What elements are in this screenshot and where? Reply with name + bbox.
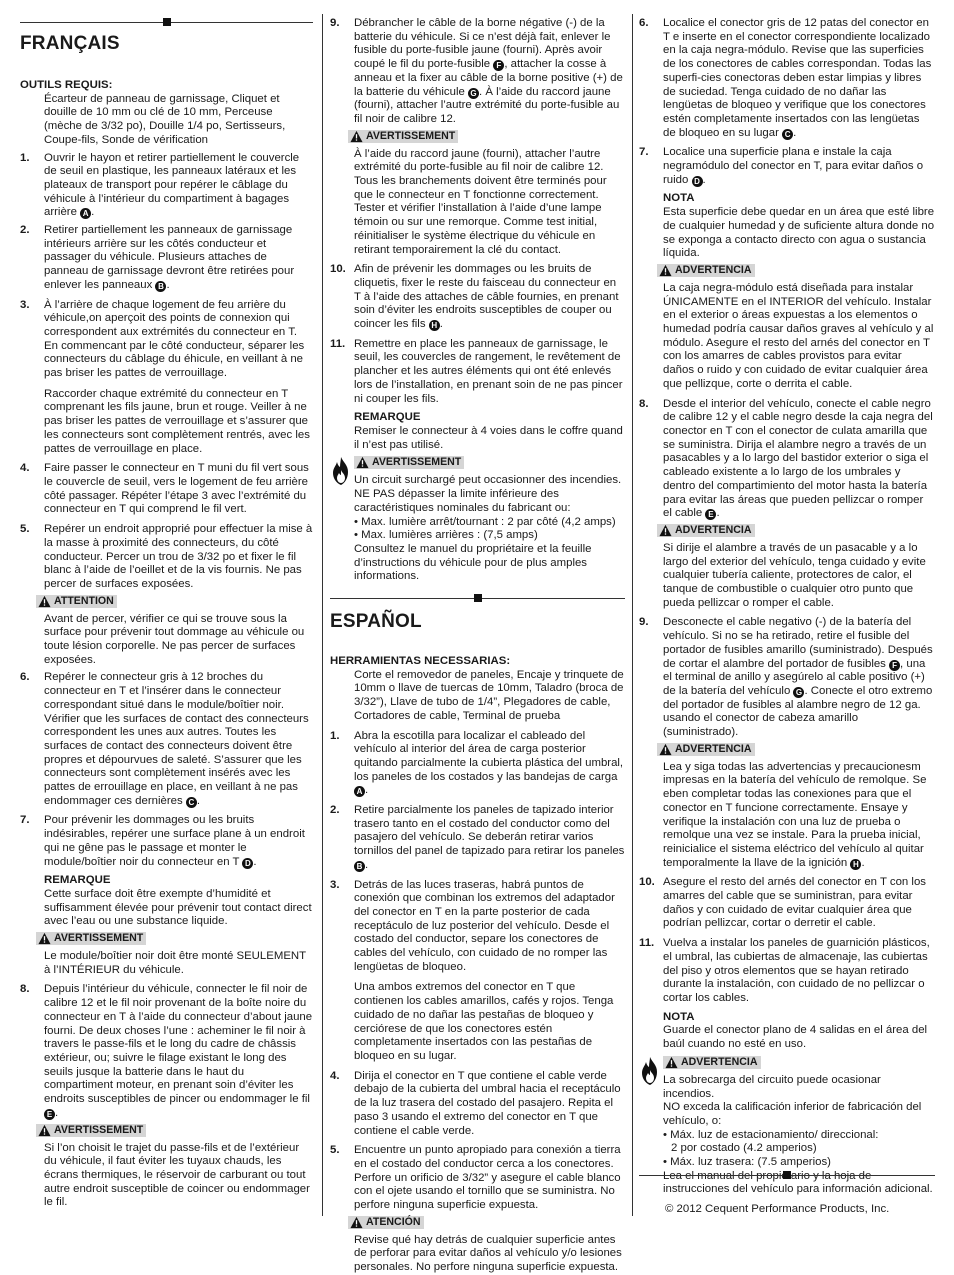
step-number: 3. [330, 878, 340, 891]
step-8: 8. Desde el interior del vehículo, conecte el cable negro de calibre 12 y el cable negro desde la caja negra del conector en T con el conector de culata amarilla que se suministra. Dirija el alambre negro a través de un pasacables y a lo largo del bastidor exterior o siga el cableado existente a lo largo de los umbrales y dentro del compartimiento del motor hasta la batería para evitar las áreas que pueden pellizcar o romper el cable E . [639, 397, 933, 520]
step-number: 3. [20, 298, 30, 311]
step-text: Remettre en place les panneaux de garnissage, le seuil, les couvercles de rangement, le revêtement de plancher et les autres éléments qui ont été enlevés lors de l’installation, en prenant soin de ne pas pincer ni couper les fils. [354, 337, 623, 405]
column-french [20, 0, 313, 1210]
step-9 [639, 616, 935, 739]
tools-heading: OUTILS REQUIS: [20, 79, 113, 91]
step-10 [639, 876, 935, 931]
step-text: Repérer le connecteur gris à 12 broches du connecteur en T et l’insérer dans le connecteur correspondant situé dans le module/boîtier noir. Vérifier que les surfaces de contact des connecteurs correspondent les unes aux autres. Toutes les surfaces de contact des connecteurs doivent être propres et dépourvues de saleté. S’assurer que les connecteurs sont complètement insérés avec les pattes de errouillage en place, en veillant à ne pas endommager ces dernières [44, 671, 309, 807]
warning-text: Revise qué hay detrás de cualquier superficie antes de perforar para evitar daños al vehículo y/o lesiones personales. No perfore ninguna superficie expuesta. [354, 1233, 622, 1274]
letter-g-icon: G [793, 687, 804, 698]
tools-text: Écarteur de panneau de garnissage, Cliquet et douille de 10 mm ou clé de 10 mm, Perceuse (mèche de 3/32 po), Douille 1/4 po, Sertisseurs, Coupe-fils, Sonde de vérification [44, 92, 286, 146]
step-7: 7. Pour prévenir les dommages ou les bruits indésirables, repérer une surface plane à un endroit qui ne gêne pas le passage et monter le module/boîtier noir du connecteur en T D . REMARQUE Cette surface doit être exempte d’humidité et suffisamment élevée pour prévenir tout contact direct avec l’eau ou une substance liquide. [20, 814, 312, 928]
fire-icon [639, 1056, 661, 1086]
section-rule [20, 22, 313, 23]
warning-label: AVERTISSEMENT [372, 456, 462, 469]
step-number: 4. [330, 1069, 340, 1082]
warning-triangle-icon [659, 743, 672, 756]
step-text: . Conecte el otro extremo del portador de fusibles al alambre negro de 12 ga. usando el conector de cabeza amarillo (suministrado). [663, 684, 933, 739]
step-2: 2. Retirer partiellement les panneaux de garnissage intérieurs arrière sur les côtés conducteur et passager du véhicule. Plusieurs attaches de panneau de garnissage devront être retirées pour enlever les panneaux B . [20, 224, 295, 291]
step-10: 10. Afin de prévenir les dommages ou les bruits de cliquetis, fixer le reste du faisceau du connecteur en T à l’aide des attaches de câble fournies, en prenant soin d’éviter les endroits susceptibles de couper ou coincer les fils H . [330, 263, 619, 331]
warning-label: ATENCIÓN [366, 1215, 421, 1228]
step-3 [20, 299, 313, 457]
step-number: 6. [639, 17, 649, 29]
warning-avertissement [20, 932, 313, 950]
step-4 [330, 1070, 625, 1139]
warning-text: Un circuit surchargé peut occasionner des incendies. [354, 474, 622, 487]
warning-text: 2 por costado (4.2 amperios) [671, 1142, 817, 1155]
warning-label: ADVERTENCIA [675, 263, 752, 276]
step-number: 7. [639, 146, 649, 159]
step-text: Débrancher le câble de la borne négative (-) de la batterie du véhicule. Si ce n’est déjà fait, enlever le fusible du porte-fusible jaune (fourni). Après avoir coupé le fil du porte-fusible [354, 17, 611, 71]
step-number: 11. [330, 337, 346, 350]
warning-text: Lea y siga todas las advertencias y precaucionesm impresas en la batería del vehículo de remolque. Se eben completar todas las conexiones para que el conector en T funcione correctamente. Ensaye y verifique la instalación con una luz de prueba o remolque una vez se instale. Para la prueba inicial, reinicialice el sistema eléctrico del vehículo al quitar temporalmente la llave de la ignición [663, 760, 927, 869]
note-text: Esta superficie debe quedar en un área que esté libre de cualquier humedad y de suficiente altura donde no se exponga a contacto directo con agua o sustancia líquida. [663, 206, 935, 260]
step-5 [330, 1144, 625, 1213]
section-title-spanish: ESPAÑOL [330, 611, 422, 633]
note-label: REMARQUE [354, 411, 421, 424]
warning-triangle-icon [659, 264, 672, 277]
warning-triangle-icon [665, 1056, 678, 1069]
step-text: Ouvrir le hayon et retirer partiellement le couvercle de seuil en plastique, les panneaux latéraux et les plateaux de transport pour repérer le câblage du véhicule à l’intérieur du compartiment à bagages arrière [44, 151, 300, 219]
step-text: À l’arrière de chaque logement de feu arrière du véhicule,on aperçoit des points de connexion qui correspondent aux extrémités du connecteur en T. En commencant par le côté conducteur, séparer les connecteurs du câblage du éhicule, en veillant à ne pas briser les pattes de verrouillage. [44, 298, 305, 380]
step-8: 8. Depuis l’intérieur du véhicule, connecter le fil noir de calibre 12 et le fil noir provenant de la boîte noire du connecteur en T à l’aide du connecteur d’about jaune fourni. De deux choses l’une : acheminer le fil noir à travers le passe-fils et le long du cadre de châssis extérieur, ou; suivre le filage existant le long des seuils jusque la batterie dans le haut du compartiment moteur, en prenant soin d’éviter les endroits susceptibles de pincer ou endommager le fil E . [20, 983, 313, 1119]
warning-triangle-icon [659, 524, 672, 537]
step-number: 4. [20, 462, 30, 475]
warning-triangle-icon [350, 1216, 363, 1229]
step-number: 9. [639, 616, 649, 629]
step-2: 2. Retire parcialmente los paneles de tapizado interior trasero tanto en el costado del conductor como del pasajero del vehículo. Se deberán retirar varios tornillos del panel de tapizado para retirar los paneles B . [330, 804, 625, 871]
warning-avertissement [330, 130, 625, 148]
letter-c-icon: C [782, 129, 793, 140]
warning-text: • Max. lumière arrêt/tournant : 2 par côté (4,2 amps) [354, 515, 616, 528]
step-text: , una el terminal de anillo y asegúrelo al cable positivo (+) de la batería del vehículo [663, 657, 926, 697]
warning-atencion [330, 1216, 625, 1234]
tools-heading: HERRAMIENTAS NECESSARIAS: [330, 655, 511, 668]
step-1: 1. Abra la escotilla para localizar el cableado del vehículo al interior del área de carga posterior quitando parcialmente la cubierta plástica del umbral, los paneles de los costados y las bandejas de carga A . [330, 729, 624, 797]
warning-text: • Max. lumières arrières : (7,5 amps) [354, 529, 538, 542]
letter-a-icon: A [354, 786, 365, 797]
step-number: 10. [330, 263, 346, 276]
warning-label: AVERTISSEMENT [366, 129, 456, 142]
tools-text: Corte el removedor de paneles, Encaje y trinquete de 10mm o llave de tuercas de 10mm, Taladro (broca de 3/32”), Llave de tubo de 1/4”, Plegadores de cable, Cortadores de cable, Terminal de prueba [354, 668, 624, 722]
warning-triangle-icon [38, 932, 51, 945]
warning-advertencia [639, 264, 935, 282]
step-text: Encuentre un punto apropiado para conexión a tierra en el costado del conductor cerca a los conectores. Perfore un orificio de 3/32” y asegure el cable blanco con el ojete usando el tornillo que se suministra. No perfore ninguna superficie expuesta. [354, 1144, 621, 1212]
warning-text: NE PAS dépasser la limite inférieure des caractéristiques nominales du fabricant ou: [354, 488, 571, 514]
warning-text: • Máx. luz trasera: (7.5 amperios) [663, 1156, 831, 1169]
rule-marker [474, 594, 482, 602]
column-spanish [639, 17, 935, 1197]
step-text: Detrás de las luces traseras, habrá puntos de conexión que combinan los extremos del adaptador del conector en T en la parte posterior de cada receptáculo de luz posterior del vehículo. Desde el costado del conductor, separe los conectores de cables del vehículo, con cuidado de no romper las lengüetas de bloqueo. [354, 878, 615, 973]
step-text: Desde el interior del vehículo, conecte el cable negro de calibre 12 y el cable negro desde la caja negra del conector en T con el conector de culata amarilla que se suministra. Dirija el alambre negro a través de un pasacables y a lo largo del bastidor exterior o siga el cableado existente a lo largo de los umbrales y dentro del compartimiento del motor hasta la batería para evitar las áreas que pueden pellizcar o romper el cable [663, 397, 933, 520]
step-number: 1. [20, 151, 30, 164]
warning-label: ATTENTION [54, 594, 114, 607]
step-text: Afin de prévenir les dommages ou les bruits de cliquetis, fixer le reste du faisceau du connecteur en T à l’aide des attaches de câble fournies, en prenant soin d’éviter les endroits susceptibles de couper ou coincer les fils [354, 263, 619, 331]
letter-b-icon: B [155, 281, 166, 292]
step-text: Retire parcialmente los paneles de tapizado interior trasero tanto en el costado del conductor como del pasajero del vehículo. Se deberán retirar varios tornillos del panel de tapizado para retirar los paneles [354, 804, 625, 858]
step-text: Desconecte el cable negativo (-) de la batería del vehículo. Si no se ha retirado, retire el fusible del portador de fusibles amarillo (suministrado). Después de cortar el alambre del portador de fusibles [663, 616, 933, 670]
step-text: Asegure el resto del arnés del conector en T con los amarres del cable que se suministran, para evitar daños y con cuidado de evitar cualquier área que podrían pellizcar, cortar o derretir el cable. [663, 876, 926, 930]
step-number: 6. [20, 671, 30, 684]
letter-e-icon: E [44, 1109, 55, 1120]
letter-h-icon: H [429, 320, 440, 331]
letter-h-icon: H [850, 859, 861, 870]
step-text: . À l’aide du raccord jaune (fourni), attacher l’autre extrémité du porte-fusible au fil noir de calibre 12. [354, 85, 620, 125]
letter-a-icon: A [80, 208, 91, 219]
step-text: Localice el conector gris de 12 patas del conector en T e inserte en el conector correspondiente localizado en la caja negra-módulo. Revise que las superficies de los conectores de cables correspondan. Todas las superfi-cies conectoras deben estar limpias y libres de suciedad. Tenga cuidado de no dañar las lengüetas de bloqueo y verifique que los conectores estén completamente insertados con las lengüetas de bloqueo en su lugar [663, 17, 932, 139]
note-label: REMARQUE [44, 874, 111, 887]
note-text: Guarde el conector plano de 4 salidas en el área del baúl cuando no esté en uso. [663, 1024, 928, 1051]
step-text: Una ambos extremos del conector en T que contienen los cables amarillos, cafés y rojos. Tenga cuidado de no dañar las pestañas de bloqueo y cerciórese de que los conectores estén completamente insertados con las pestañas de bloqueo en su lugar. [354, 981, 614, 1062]
letter-b-icon: B [354, 861, 365, 872]
note-text: Remiser le connecteur à 4 voies dans le coffre quand il n’est pas utilisé. [354, 424, 623, 451]
warning-triangle-icon [356, 456, 369, 469]
warning-text: La caja negra-módulo está diseñada para instalar ÚNICAMENTE en el INTERIOR del vehículo. Instalar en el exterior o áreas expuestas a los elementos o humedad podría causar daños graves al vehículo y al módulo. Asegure el resto del arnés del conector en T con los amarres de cables provistos para evitar daños o ruido y con cuidado de evitar cualquier área que pellizque, corte o derrita el cable. [663, 281, 934, 390]
warning-advertencia [639, 743, 935, 761]
column-middle [330, 17, 625, 1275]
warning-text: Si dirije el alambre a través de un pasacable y a lo largo del exterior del vehículo, tenga cuidado y evite cualquier tubería caliente, protectores de calor, el tanque de combustible o cualquier otro punto que pueda pellizcar o romper el cable. [663, 541, 926, 609]
warning-text: Avant de percer, vérifier ce qui se trouve sous la surface pour prévenir tout dommage au véhicule ou toute lésion corporelle. Ne pas percer de surfaces exposées. [44, 612, 305, 666]
step-number: 10. [639, 876, 655, 889]
warning-triangle-icon [38, 1124, 51, 1137]
footer-rule [639, 1175, 935, 1176]
step-5 [20, 523, 313, 592]
note-label: NOTA [663, 1010, 695, 1023]
step-text: Abra la escotilla para localizar el cableado del vehículo al interior del área de carga posterior quitando parcialmente la cubierta plástica del umbral, los paneles de los costados y las bandejas de carga [354, 729, 624, 783]
copyright: © 2012 Cequent Performance Products, Inc. [665, 1203, 890, 1215]
warning-avertissement [20, 1124, 313, 1142]
letter-e-icon: E [705, 509, 716, 520]
warning-attention [20, 595, 313, 613]
step-text: , attacher la cosse à anneau et la fixer au câble de la borne positive (+) de la batterie du véhicule [354, 58, 623, 98]
step-3 [330, 879, 625, 1064]
step-11 [639, 937, 935, 1052]
note-text: Cette surface doit être exempte d’humidité et suffisamment élevée pour prévenir tout contact direct avec l’eau ou une substance liquide. [44, 887, 312, 928]
step-1: 1. Ouvrir le hayon et retirer partiellement le couvercle de seuil en plastique, les panneaux latéraux et les plateaux de transport pour repérer le câblage du véhicule à l’intérieur du compartiment à bagages arrière A . [20, 151, 300, 219]
step-number: 7. [20, 814, 30, 827]
step-6: 6. Repérer le connecteur gris à 12 broches du connecteur en T et l’insérer dans le connecteur correspondant situé dans le module/boîtier noir. Vérifier que les surfaces de contact des connecteurs correspondent les unes aux autres. Toutes les surfaces de contact des connecteurs doivent être propres et dépourvues de saleté. S’assurer que les connecteurs sont complètement insérés avec les pattes de errouillage en place, en veillant à ne pas endommager ces dernières C . [20, 671, 309, 807]
step-number: 5. [20, 523, 30, 536]
step-number: 11. [639, 937, 655, 950]
step-number: 2. [330, 804, 340, 817]
step-number: 8. [20, 983, 30, 996]
warning-text: Le module/boîtier noir doit être monté SEULEMENT à l’INTÉRIEUR du véhicule. [44, 950, 306, 976]
warning-label: AVERTISSEMENT [54, 932, 144, 945]
step-number: 9. [330, 17, 340, 29]
fire-warning [330, 456, 625, 584]
fire-icon [330, 456, 352, 486]
step-text: Retirer partiellement les panneaux de garnissage intérieurs arrière sur les côtés conducteur et passager du véhicule. Plusieurs attaches de panneau de garnissage devront être retirées pour enlever les panneaux [44, 224, 295, 291]
step-number: 8. [639, 397, 649, 410]
rule-marker [163, 18, 171, 26]
warning-text: À l’aide du raccord jaune (fourni), attacher l’autre extrémité du porte-fusible au fil noir de calibre 12. Tous les branchements doivent être terminés pour que le connecteur en T fonctionne correctement. Tester et vérifier l’installation à l’aide d’une lampe témoin ou sur une remorque. Comme test initial, réinitialiser le système électrique du véhicule en retirant temporairement la clé du contact. [354, 147, 607, 256]
step-number: 2. [20, 224, 30, 237]
warning-text: instrucciones del vehículo para información adicional. [663, 1183, 933, 1196]
column-divider-right [632, 14, 633, 1216]
warning-text: Consultez le manuel du propriétaire et la feuille d’instructions du véhicule pour de plus amples informations. [354, 542, 592, 583]
warning-label: AVERTISSEMENT [54, 1123, 144, 1136]
warning-text: NO exceda la calificación inferior de fabricación del vehículo, o: [663, 1101, 922, 1127]
step-text: Faire passer le connecteur en T muni du fil vert sous le couvercle de seuil, vers le logement de feu arrière côté passager. Répéter l’étape 3 avec l’extrémité du connecteur en T qui comprend le fil vert. [44, 462, 309, 516]
step-number: 1. [330, 729, 340, 742]
letter-f-icon: F [889, 660, 900, 671]
step-text: Repérer un endroit approprié pour effectuer la mise à la masse à proximité des connecteurs, du côté conducteur. Percer un trou de 3/32 po et fixer le fil blanc à l’aide de l’oeillet et de la vis fournis. Ne pas percer de surfaces exposées. [44, 523, 313, 590]
warning-advertencia [639, 524, 935, 542]
warning-label: ADVERTENCIA [675, 742, 752, 755]
section-rule [330, 598, 625, 599]
step-7: 7. Localice una superficie plana e instale la caja negramódulo del conector en T, para evitar daños o ruido D . NOTA Esta superficie debe quedar en un área que esté libre de cualquier humedad y de suficiente altura donde no se exponga a contacto directo con agua o sustancia líquida. [639, 146, 935, 260]
warning-label: ADVERTENCIA [681, 1055, 758, 1068]
section-title-french: FRANÇAIS [20, 33, 120, 54]
warning-text: Si l’on choisit le trajet du passe-fils et de l’extérieur du véhicule, il faut éviter les tuyaux chauds, les écrans thermiques, le réservoir de carburant ou tout autre endroit susceptible de coincer ou endommager le fil. [44, 1141, 310, 1209]
letter-c-icon: C [186, 797, 197, 808]
rule-marker [783, 1171, 791, 1179]
warning-label: ADVERTENCIA [675, 523, 752, 536]
step-4 [20, 462, 313, 517]
step-text: Raccorder chaque extrémité du connecteur en T comprenant les fils jaune, brun et rouge. Veiller à ne pas briser les pattes de verrouillage et s’assurer que les connecteurs sont complètement rentrés, avec les pattes de verrouillage en place. [44, 387, 310, 455]
step-text: Depuis l’intérieur du véhicule, connecter le fil noir de calibre 12 et le fil noir provenant de la boîte noire du connecteur en T à l’aide du connecteur d’about jaune fourni. De deux choses l’une : acheminer le fil noir à travers le passe-fils et le long du cadre de châssis extérieur, ou; suivre le filage existant le long des seuils jusque la batterie dans le haut du compartiment moteur, en prenant soin d’éviter les endroits susceptibles de pincer ou endommager le fil [44, 983, 313, 1106]
warning-triangle-icon [350, 130, 363, 143]
step-text: Dirija el conector en T que contiene el cable verde debajo de la cubierta del umbral hacia el receptáculo de la luz trasera del costado del pasajero. Repita el paso 3 usando el extremo del conector en T que contiene el cable verde. [354, 1069, 621, 1137]
step-11 [330, 338, 625, 453]
step-text: Pour prévenir les dommages ou les bruits indésirables, repérer une surface plane à un endroit qui ne gêne pas le passage et monter le module/boîtier noir du connecteur en T [44, 814, 305, 868]
step-text: Vuelva a instalar los paneles de guarnición plásticos, el umbral, las cubiertas de almacenaje, las cubiertas del piso y otros elementos que se hayan retirado durante la instalación, con cuidado de no pellizcar o cortar los cables. [663, 937, 930, 1004]
letter-d-icon: D [692, 176, 703, 187]
step-9 [330, 17, 625, 127]
step-number: 5. [330, 1144, 340, 1157]
letter-g-icon: G [468, 88, 479, 99]
warning-text: • Máx. luz de estacionamiento/ direccional: [663, 1128, 879, 1141]
step-6: 6. Localice el conector gris de 12 patas del conector en T e inserte en el conector correspondiente localizado en la caja negra-módulo. Revise que las superficies de los conectores de cables correspondan. Todas las superfi-cies conectoras deben estar limpias y libres de suciedad. Tenga cuidado de no dañar las lengüetas de bloqueo y verifique que los conectores estén completamente insertados con las lengüetas de bloqueo en su lugar C . [639, 17, 932, 139]
letter-d-icon: D [242, 858, 253, 869]
warning-text: La sobrecarga del circuito puede ocasionar incendios. [663, 1073, 881, 1100]
note-label: NOTA [663, 192, 695, 205]
warning-triangle-icon [38, 595, 51, 608]
warning-text: Lea y siga todas las advertencias y precaucionesm impresas en la batería del vehículo de remolque. Se eben completar todas las conexiones para que el conector en T funcione correctamente. Ensaye y verifique la instalación con una luz de prueba o remolque una vez se instale. Para la prueba inicial, reinicialice el sistema eléctrico del vehículo al quitar temporalmente la llave de la ignición H . [663, 760, 927, 869]
step-text: Localice una superficie plana e instale la caja negramódulo del conector en T, para evitar daños o ruido [663, 146, 924, 186]
letter-f-icon: F [493, 60, 504, 71]
column-divider-left [322, 14, 323, 1216]
